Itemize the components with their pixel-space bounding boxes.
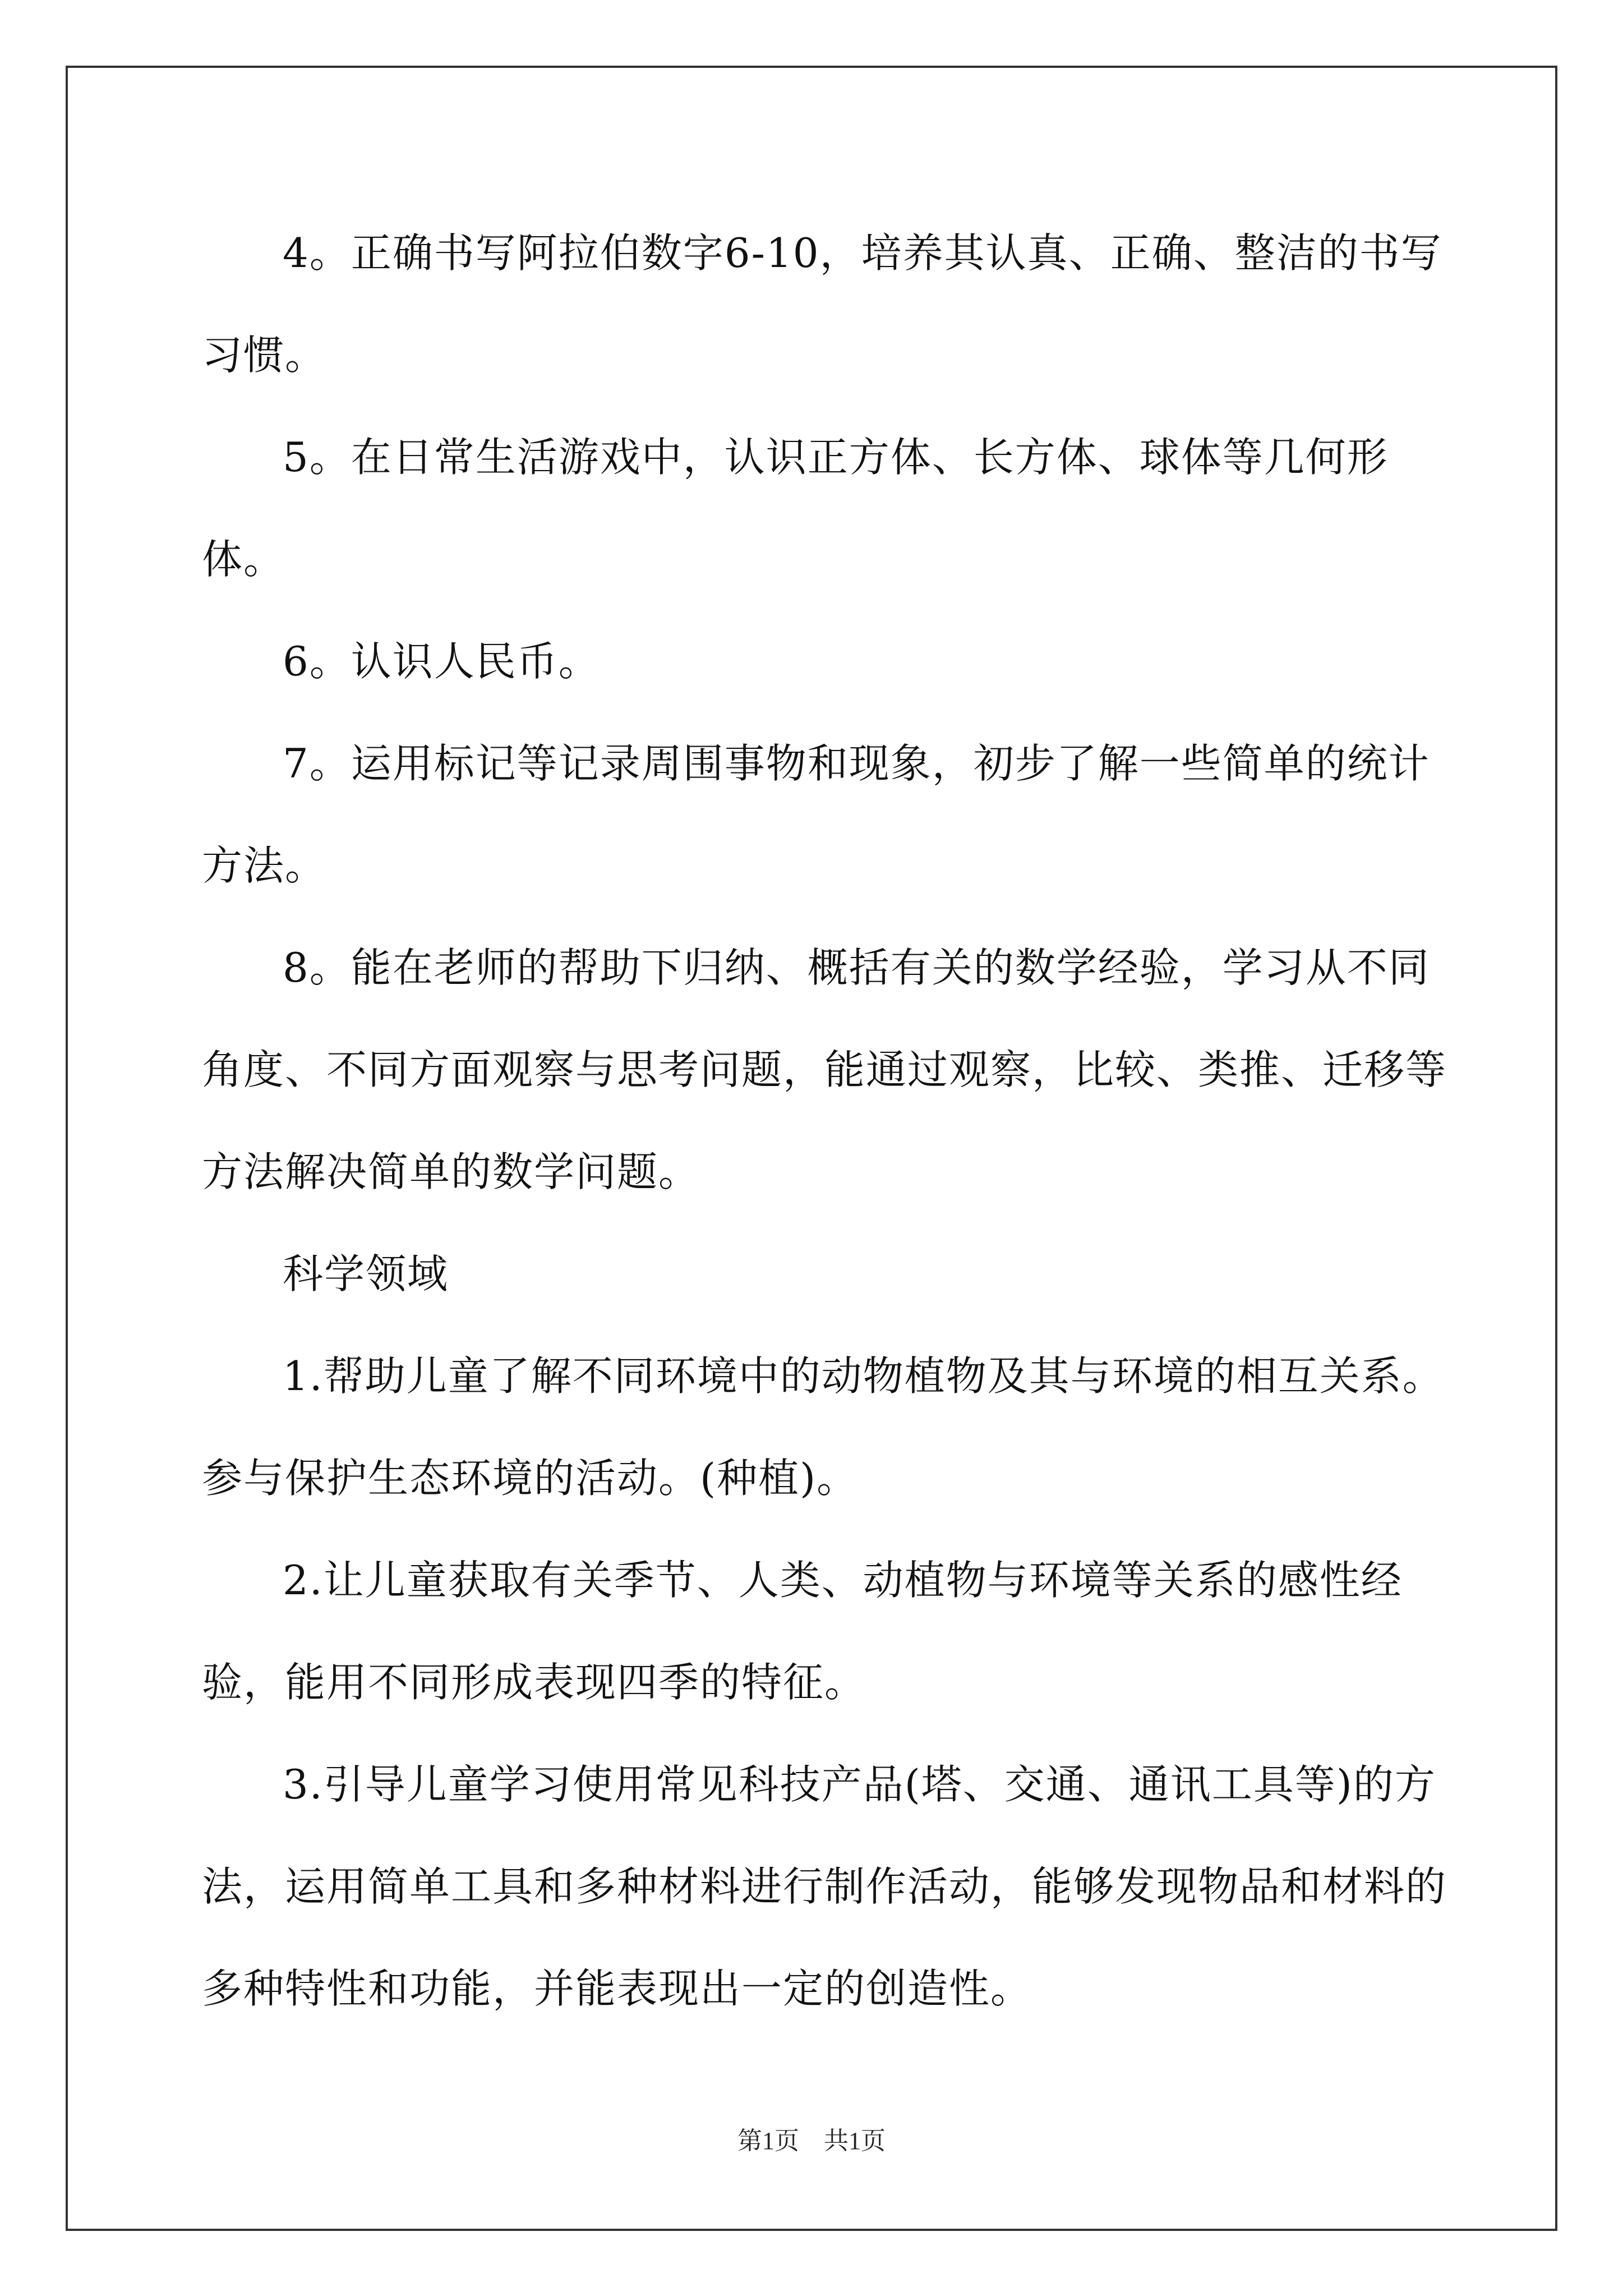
paragraph-item-4: 4。正确书写阿拉伯数字6-10，培养其认真、正确、整洁的书写习惯。 [202,229,1442,379]
paragraph-item-7: 7。运用标记等记录周围事物和现象，初步了解一些简单的统计方法。 [202,740,1430,889]
paragraph-item-6: 6。认识人民币。 [283,638,600,685]
paragraph-item-5: 5。在日常生活游戏中，认识正方体、长方体、球体等几何形体。 [202,434,1389,583]
paragraph-science-3: 3.引导儿童学习使用常见科技产品(塔、交通、通讯工具等)的方法，运用简单工具和多种材料进行制作活动，能够发现物品和材料的多种特性和功能，并能表现出一定的创造性。 [202,1761,1447,2012]
paragraph-science-2: 2.让儿童获取有关季节、人类、动植物与环境等关系的感性经验，能用不同形成表现四季的特征。 [202,1557,1403,1706]
paragraph-item-8: 8。能在老师的帮助下归纳、概括有关的数学经验，学习从不同角度、不同方面观察与思考问题，能通过观察，比较、类推、迁移等方法解决简单的数学问题。 [202,944,1447,1195]
paragraph-science-1: 1.帮助儿童了解不同环境中的动物植物及其与环境的相互关系。参与保护生态环境的活动。(种植)。 [202,1352,1444,1502]
section-heading-science: 科学领域 [283,1250,449,1297]
document-body [202,202,1464,2040]
page-footer: 第1页 共1页 [737,2127,886,2155]
